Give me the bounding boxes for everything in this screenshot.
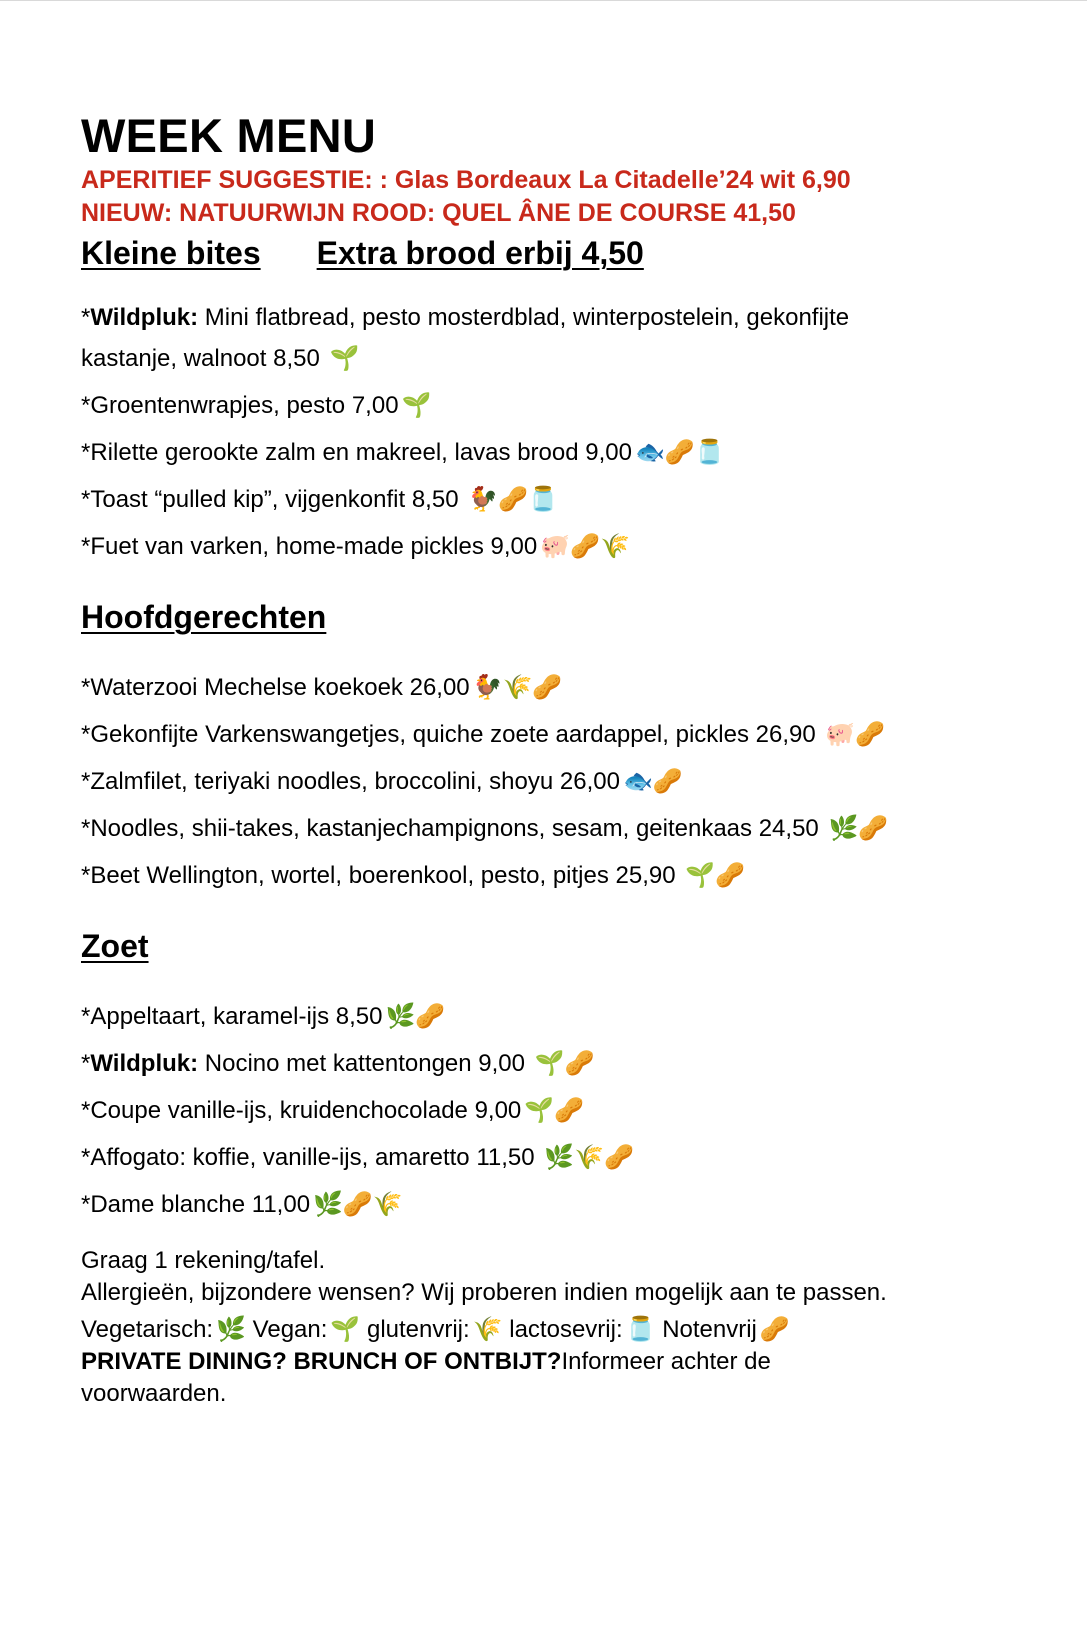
legend-nut-label: Notenvrij (662, 1316, 757, 1343)
private-dining-bold: PRIVATE DINING? BRUNCH OF ONTBIJT? (81, 1348, 562, 1375)
herb-peanut-wheat-icons: 🌿🥜🌾 (313, 1190, 403, 1218)
leaf-icon: 🌿 (216, 1315, 246, 1343)
hoofdgerechten-list (81, 667, 1061, 896)
private-dining-note (81, 1346, 881, 1410)
item-prefix: * (81, 439, 91, 466)
page-title: WEEK MENU (81, 109, 377, 162)
item-bold-label: Wildpluk: (90, 304, 199, 331)
legend-vegetarian-label: Vegetarisch: (81, 1316, 214, 1343)
vegan-peanut-icons: 🌱🥜 (524, 1096, 585, 1124)
menu-item (81, 761, 1061, 802)
menu-item (81, 667, 1061, 708)
item-text: Affogato: koffie, vanille-ijs, amaretto 11,50 (90, 1144, 535, 1171)
menu-item (81, 996, 1061, 1037)
pig-peanut-icons: 🐖🥜 (825, 720, 886, 748)
fish-peanut-jar-icons: 🐟🥜🫙 (634, 438, 725, 466)
menu-item (81, 385, 1061, 426)
item-text: Rilette gerookte zalm en makreel, lavas brood 9,00 (90, 439, 632, 466)
item-text: Beet Wellington, wortel, boerenkool, pesto, pitjes 25,90 (90, 862, 676, 889)
menu-item (81, 526, 1061, 567)
menu-item (81, 298, 941, 379)
vegan-icon: 🌱 (401, 391, 432, 419)
bill-note: Graag 1 rekening/tafel. (81, 1247, 326, 1274)
item-text: Nocino met kattentongen 9,00 (198, 1050, 525, 1077)
item-prefix: * (81, 721, 91, 748)
legend-lactose-label: lactosevrij: (509, 1316, 623, 1343)
item-text: Mini flatbread, pesto mosterdblad, winterpostelein, gekonfijte kastanje, walnoot 8,50 (81, 304, 850, 372)
menu-item (81, 432, 1061, 473)
item-text: Toast “pulled kip”, vijgenkonfit 8,50 (90, 486, 459, 513)
item-prefix: * (81, 533, 91, 560)
kleine-bites-title: Kleine bites (81, 235, 261, 271)
item-text: Coupe vanille-ijs, kruidenchocolade 9,00 (90, 1097, 522, 1124)
section-heading-hoofdgerechten: Hoofdgerechten (81, 599, 327, 635)
item-text: Dame blanche 11,00 (90, 1191, 311, 1218)
item-prefix: * (81, 1144, 91, 1171)
item-text: Gekonfijte Varkenswangetjes, quiche zoete aardappel, pickles 26,90 (90, 721, 816, 748)
legend-gluten-label: glutenvrij: (366, 1316, 470, 1343)
item-prefix: * (81, 304, 91, 331)
menu-item (81, 1184, 1061, 1225)
heading-spacer (261, 233, 317, 273)
item-prefix: * (81, 486, 91, 513)
chicken-peanut-jar-icons: 🐓🥜🫙 (468, 485, 558, 513)
herb-wheat-peanut-icons: 🌿🌾🥜 (544, 1143, 634, 1171)
wheat-icon: 🌾 (472, 1315, 503, 1343)
diet-legend (81, 1313, 1061, 1346)
section-heading-zoet: Zoet (81, 928, 149, 964)
menu-footer (81, 1245, 1061, 1410)
item-text: Zalmfilet, teriyaki noodles, broccolini, shoyu 26,00 (90, 768, 620, 795)
legend-vegan-label: Vegan: (252, 1316, 328, 1343)
vegan-icon: 🌱 (329, 344, 360, 372)
vegan-peanut-icons: 🌱🥜 (534, 1049, 595, 1077)
menu-item (81, 808, 1061, 849)
menu-item (81, 479, 1061, 520)
menu-item (81, 714, 1061, 755)
fish-peanut-icons: 🐟🥜 (622, 767, 683, 795)
menu-item (81, 1137, 1061, 1178)
peanut-icon: 🥜 (759, 1315, 790, 1343)
aperitief-suggestion: APERITIEF SUGGESTIE: : Glas Bordeaux La Citadelle’24 wit 6,90 (81, 166, 851, 194)
item-prefix: * (81, 1097, 91, 1124)
allergy-note: Allergieën, bijzondere wensen? Wij proberen indien mogelijk aan te passen. (81, 1279, 887, 1306)
extra-bread-note: Extra brood erbij 4,50 (316, 235, 644, 271)
pig-peanut-wheat-icons: 🐖🥜🌾 (540, 532, 630, 560)
vegan-peanut-icons: 🌱🥜 (685, 861, 746, 889)
item-prefix: * (81, 862, 91, 889)
item-bold-label: Wildpluk: (90, 1050, 199, 1077)
herb-peanut-icons: 🌿🥜 (828, 814, 889, 842)
zoet-list (81, 996, 1061, 1225)
private-dining-rest: Informeer achter de voorwaarden. (81, 1348, 771, 1407)
item-text: Noodles, shii-takes, kastanjechampignons, sesam, geitenkaas 24,50 (90, 815, 819, 842)
seedling-icon: 🌱 (330, 1315, 361, 1343)
item-text: Appeltaart, karamel-ijs 8,50 (90, 1003, 383, 1030)
item-prefix: * (81, 392, 91, 419)
item-text: Groentenwrapjes, pesto 7,00 (90, 392, 399, 419)
new-wine-announcement: NIEUW: NATUURWIJN ROOD: QUEL ÂNE DE COURSE 41,50 (81, 199, 796, 227)
jar-icon: 🫙 (625, 1315, 656, 1343)
menu-item (81, 1043, 1061, 1084)
item-prefix: * (81, 674, 91, 701)
item-prefix: * (81, 1003, 91, 1030)
menu-item (81, 1090, 1061, 1131)
top-divider (0, 0, 1087, 1)
item-text: Waterzooi Mechelse koekoek 26,00 (90, 674, 470, 701)
section-heading-kleine-bites (81, 233, 1061, 273)
item-text: Fuet van varken, home-made pickles 9,00 (90, 533, 538, 560)
item-prefix: * (81, 815, 91, 842)
chicken-wheat-peanut-icons: 🐓🌾🥜 (472, 673, 563, 701)
menu-item (81, 855, 1061, 896)
kleine-bites-list (81, 298, 1061, 567)
item-prefix: * (81, 1191, 91, 1218)
item-prefix: * (81, 1050, 91, 1077)
herb-peanut-icons: 🌿🥜 (385, 1002, 446, 1030)
item-prefix: * (81, 768, 91, 795)
menu-content (81, 108, 1061, 1410)
